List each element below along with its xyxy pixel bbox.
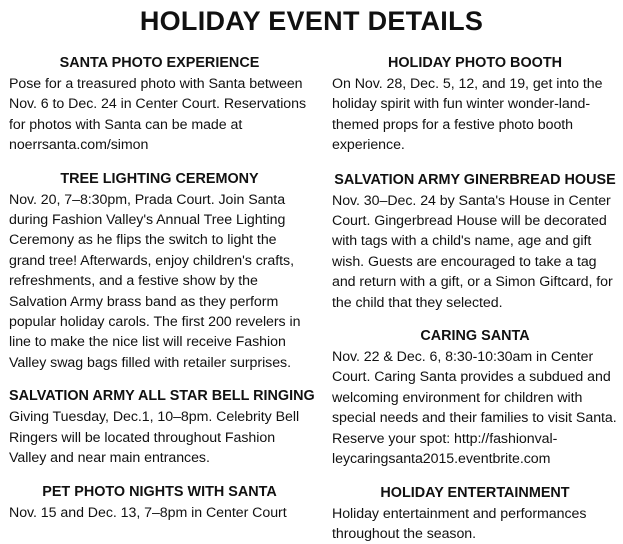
event-caring-santa xyxy=(332,326,618,469)
event-description: Holiday entertainment and performances throughout the season. xyxy=(332,504,618,544)
event-pet-photo-nights xyxy=(9,482,310,523)
event-title: TREE LIGHTING CEREMONY xyxy=(9,169,310,189)
event-description: On Nov. 28, Dec. 5, 12, and 19, get into the holiday spirit with fun winter wonder-land-themed props for a festive photo booth experience. xyxy=(332,74,618,156)
left-column xyxy=(9,53,310,523)
right-column xyxy=(332,53,618,544)
page-title: HOLIDAY EVENT DETAILS xyxy=(0,4,623,38)
event-tree-lighting-ceremony xyxy=(9,169,310,374)
event-description: Nov. 20, 7–8:30pm, Prada Court. Join Santa during Fashion Valley's Annual Tree Lighting Ceremony as he flips the switch to light the grand tree! Afterwards, enjoy children's crafts, refreshments, and a festive show by the Salvation Army brass band as they perform popular holiday carols. The first 200 revelers in line to make the nice list will receive Fashion Valley swag bags filled with retailer surprises. xyxy=(9,190,310,374)
event-bell-ringing xyxy=(9,386,310,468)
event-description: Nov. 30–Dec. 24 by Santa's House in Center Court. Gingerbread House will be decorated with tags with a child's name, age and gift wish. Guests are encouraged to take a tag and return with a gift, or a Simon Giftcard, for the child that they selected. xyxy=(332,191,618,313)
event-title: PET PHOTO NIGHTS WITH SANTA xyxy=(9,482,310,502)
event-description: Nov. 22 & Dec. 6, 8:30-10:30am in Center Court. Caring Santa provides a subdued and welcoming environment for children with special needs and their families to visit Santa. Reserve your spot: http://fashionval-leycaringsanta2015.eventbrite.com xyxy=(332,347,618,469)
event-santa-photo-experience xyxy=(9,53,310,156)
event-title: HOLIDAY PHOTO BOOTH xyxy=(332,53,618,73)
event-title: SALVATION ARMY GINERBREAD HOUSE xyxy=(332,170,618,190)
event-description: Nov. 15 and Dec. 13, 7–8pm in Center Court xyxy=(9,503,310,523)
event-description: Giving Tuesday, Dec.1, 10–8pm. Celebrity Bell Ringers will be located throughout Fashion Valley and near main entrances. xyxy=(9,407,310,468)
event-title: SALVATION ARMY ALL STAR BELL RINGING xyxy=(9,386,310,406)
event-holiday-photo-booth xyxy=(332,53,618,156)
event-title: SANTA PHOTO EXPERIENCE xyxy=(9,53,310,73)
event-description: Pose for a treasured photo with Santa between Nov. 6 to Dec. 24 in Center Court. Reservations for photos with Santa can be made at noerrsanta.com/simon xyxy=(9,74,310,156)
event-title: CARING SANTA xyxy=(332,326,618,346)
event-title: HOLIDAY ENTERTAINMENT xyxy=(332,483,618,503)
event-gingerbread-house xyxy=(332,170,618,313)
event-holiday-entertainment xyxy=(332,483,618,544)
